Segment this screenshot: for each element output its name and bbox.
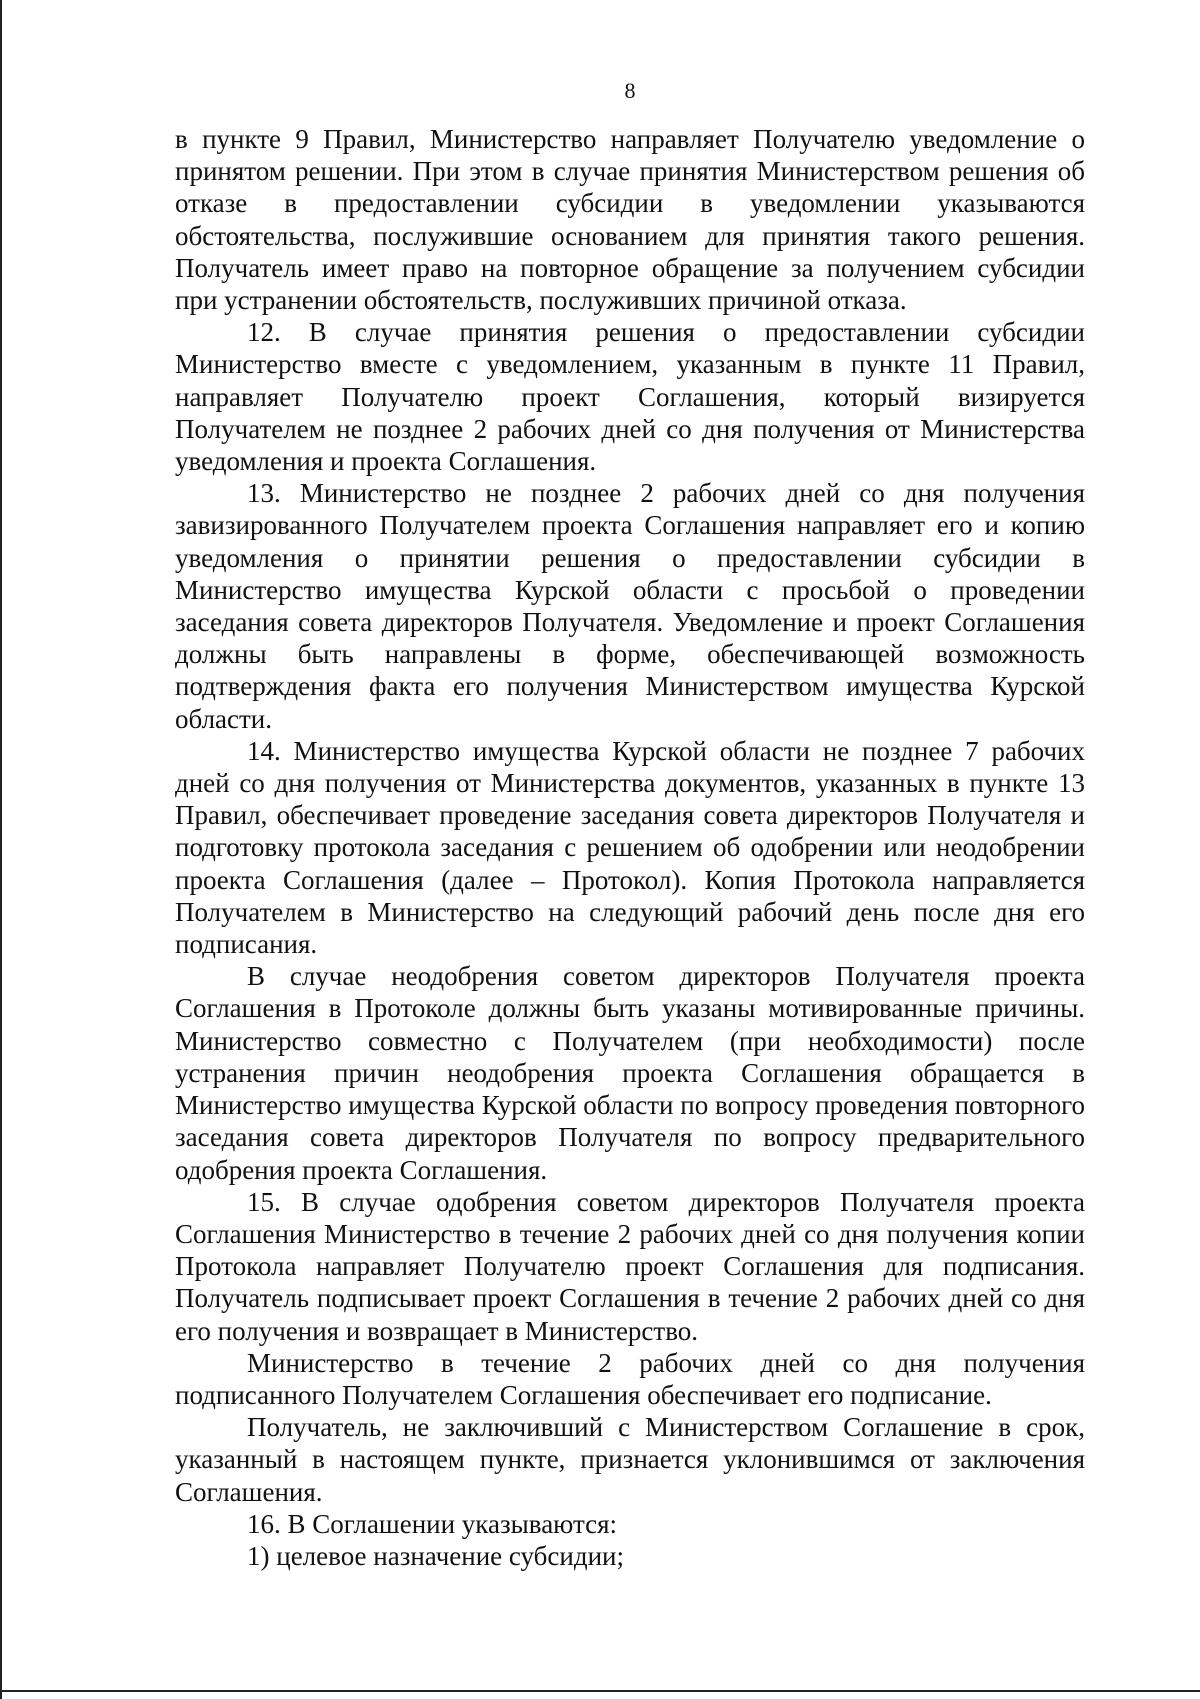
paragraph-item-15-evasion: Получатель, не заключивший с Министерством Соглашение в срок, указанный в настоящем пункте, признается уклонившимся от заключения Соглашения. <box>175 1412 1085 1507</box>
paragraph-item-15-signing: Министерство в течение 2 рабочих дней со дня получения подписанного Получателем Соглашения обеспечивает его подписание. <box>175 1347 1085 1410</box>
paragraph-continuation: в пункте 9 Правил, Министерство направляет Получателю уведомление о принятом решении. При этом в случае принятия Министерством решения об отказе в предоставлении субсидии в уведомлении указываются обстоятельства, послужившие основанием для принятия такого решения. Получатель имеет право на повторное обращение за получением субсидии при устранении обстоятельств, послуживших причиной отказа. <box>175 124 1085 316</box>
scan-bottom-edge <box>0 1690 1200 1692</box>
paragraph-item-12: 12. В случае принятия решения о предоставлении субсидии Министерство вместе с уведомлением, указанным в пункте 11 Правил, направляет Получателю проект Соглашения, который визируется Получателем не позднее 2 рабочих дней со дня получения от Министерства уведомления и проекта Соглашения. <box>175 317 1085 477</box>
page-number: 8 <box>624 78 636 103</box>
paragraph-item-14-disapproval: В случае неодобрения советом директоров Получателя проекта Соглашения в Протоколе должны быть указаны мотивированные причины. Министерство совместно с Получателем (при необходимости) после устранения причин неодобрения проекта Соглашения обращается в Министерство имущества Курской области по вопросу проведения повторного заседания совета директоров Получателя по вопросу предварительного одобрения проекта Соглашения. <box>175 961 1085 1185</box>
scan-left-edge <box>0 0 2 1699</box>
document-body <box>175 123 1085 1572</box>
paragraph-item-16: 16. В Соглашении указываются: <box>247 1508 618 1539</box>
paragraph-item-16-1: 1) целевое назначение субсидии; <box>247 1540 624 1571</box>
paragraph-item-14: 14. Министерство имущества Курской области не позднее 7 рабочих дней со дня получения от Министерства документов, указанных в пункте 13 Правил, обеспечивает проведение заседания совета директоров Получателя и подготовку протокола заседания с решением об одобрении или неодобрении проекта Соглашения (далее – Протокол). Копия Протокола направляется Получателем в Министерство на следующий рабочий день после дня его подписания. <box>175 735 1085 960</box>
paragraph-item-15: 15. В случае одобрения советом директоров Получателя проекта Соглашения Министерство в течение 2 рабочих дней со дня получения копии Протокола направляет Получателю проект Соглашения для подписания. Получатель подписывает проект Соглашения в течение 2 рабочих дней со дня его получения и возвращает в Министерство. <box>175 1186 1085 1346</box>
paragraph-item-13: 13. Министерство не позднее 2 рабочих дней со дня получения завизированного Получателем проекта Соглашения направляет его и копию уведомления о принятии решения о предоставлении субсидии в Министерство имущества Курской области с просьбой о проведении заседания совета директоров Получателя. Уведомление и проект Соглашения должны быть направлены в форме, обеспечивающей возможность подтверждения факта его получения Министерством имущества Курской области. <box>175 478 1085 734</box>
